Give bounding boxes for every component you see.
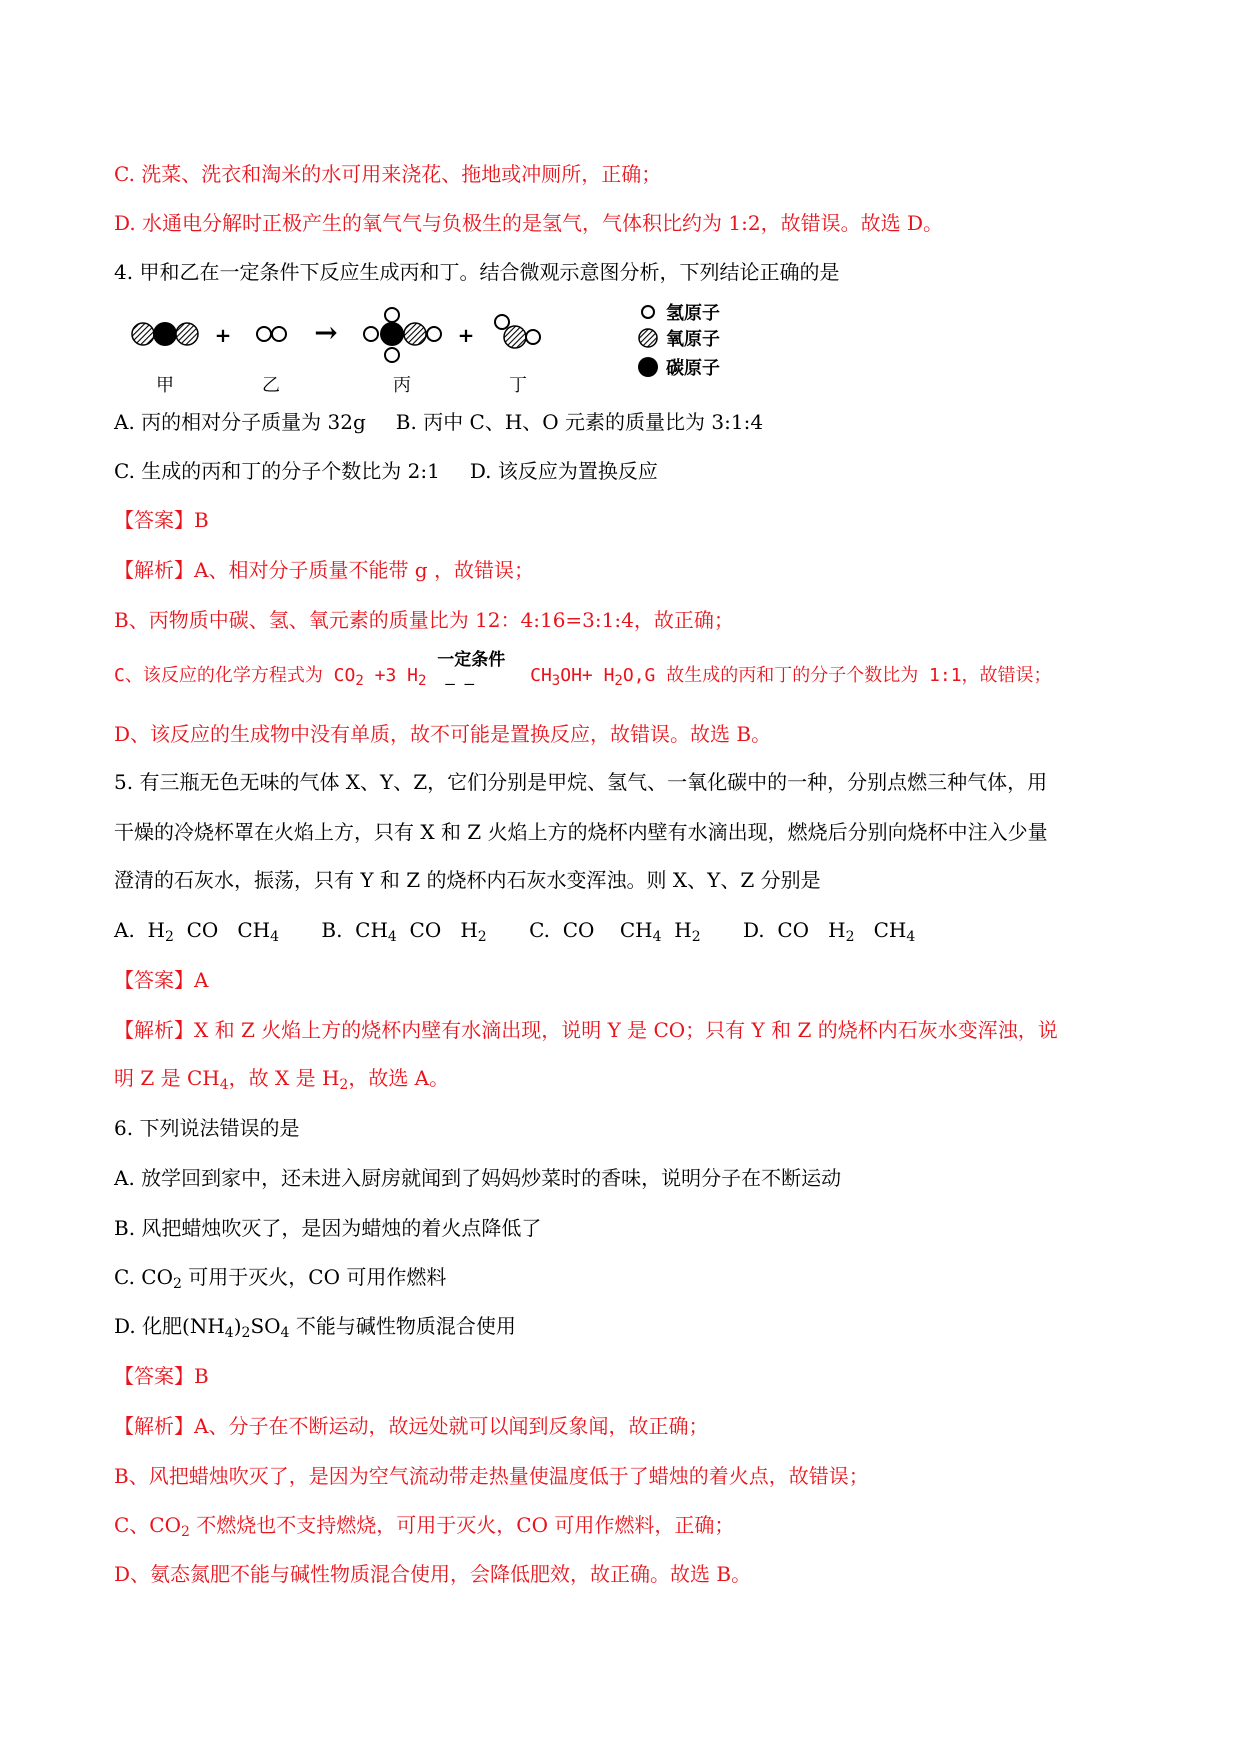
q5-options bbox=[114, 916, 915, 951]
prev-option-c: C. 洗菜、洗衣和淘米的水可用来浇花、拖地或冲厕所，正确； bbox=[114, 162, 662, 186]
q6-option-a: A. 放学回到家中，还未进入厨房就闻到了妈妈炒菜时的香味，说明分子在不断运动 bbox=[114, 1166, 842, 1190]
q5-stem-2: 干燥的冷烧杯罩在火焰上方，只有 X 和 Z 火焰上方的烧杯内壁有水滴出现，燃烧后分别向烧杯中注入少量 bbox=[114, 820, 1048, 844]
q5-stem-3: 澄清的石灰水，振荡，只有 Y 和 Z 的烧杯内石灰水变浑浊。则 X、Y、Z 分别是 bbox=[114, 868, 821, 892]
q4-analysis-equation: C、该反应的化学方程式为 $CO_2 +3$ $H_2$ 一定条件 ‒ ‒ $CH_3OH+ H_2O,G$ 故生成的丙和丁的分子个数比为 1:1，故错误； bbox=[114, 650, 1052, 693]
diagram-legend bbox=[638, 302, 720, 379]
q5-analysis-2: 明 Z 是 $CH_4$，故 X 是 $H_2$，故选 A。 bbox=[114, 1066, 450, 1093]
label-bing: 丙 bbox=[393, 375, 411, 396]
label-yi: 乙 bbox=[262, 375, 280, 396]
q4-option-d: D. 该反应为置换反应 bbox=[469, 459, 658, 483]
legend-oxygen: 氧原子 bbox=[666, 329, 720, 350]
q5-analysis-1: 【解析】X 和 Z 火焰上方的烧杯内壁有水滴出现，说明 Y 是 CO；只有 Y 和 Z 的烧杯内石灰水变浑浊，说 bbox=[114, 1018, 1058, 1042]
q5-stem-1: 5. 有三瓶无色无味的气体 X、Y、Z，它们分别是甲烷、氢气、一氧化碳中的一种，分别点燃三种气体，用 bbox=[114, 770, 1048, 794]
q6-analysis-b: B、风把蜡烛吹灭了，是因为空气流动带走热量使温度低于了蜡烛的着火点，故错误； bbox=[114, 1464, 869, 1488]
prev-option-d: D. 水通电分解时正极产生的氧气气与负极生的是氢气，气体积比约为 1:2，故错误。故选 D。 bbox=[114, 211, 943, 235]
q4-options-ab bbox=[114, 408, 763, 436]
q4-analysis-a: 【解析】A、相对分子质量不能带 g ，故错误； bbox=[114, 558, 534, 582]
q6-stem: 6. 下列说法错误的是 bbox=[114, 1116, 300, 1140]
q5-option-d: D. CO $H_2$ $CH_4$ bbox=[742, 918, 916, 945]
bing-molecule bbox=[364, 308, 441, 362]
q6-option-d: D. 化肥$(NH_4)_2SO_4$ 不能与碱性物质混合使用 bbox=[114, 1314, 516, 1341]
q5-option-a: A. $H_2$ CO $CH_4$ bbox=[114, 918, 280, 945]
q5-option-c: C. CO $CH_4$ $H_2$ bbox=[529, 918, 701, 945]
plus-sign-1: + bbox=[214, 323, 232, 347]
q4-analysis-d: D、该反应的生成物中没有单质，故不可能是置换反应，故错误。故选 B。 bbox=[114, 722, 772, 746]
label-ding: 丁 bbox=[509, 375, 527, 396]
q4-stem: 4. 甲和乙在一定条件下反应生成丙和丁。结合微观示意图分析，下列结论正确的是 bbox=[114, 260, 840, 284]
q6-analysis-a: 【解析】A、分子在不断运动，故远处就可以闻到反象闻，故正确； bbox=[114, 1414, 709, 1438]
q6-analysis-c: C、$CO_2$ 不燃烧也不支持燃烧，可用于灭火，CO 可用作燃料，正确； bbox=[114, 1513, 735, 1540]
q4-options-cd bbox=[114, 457, 658, 485]
q5-option-b: B. $CH_4$ CO $H_2$ bbox=[321, 918, 487, 945]
plus-sign-2: + bbox=[457, 323, 475, 347]
ding-molecule bbox=[495, 315, 540, 348]
q4-analysis-b: B、丙物质中碳、氢、氧元素的质量比为 12：4:16=3:1:4，故正确； bbox=[114, 608, 734, 632]
legend-hydrogen: 氢原子 bbox=[666, 303, 720, 324]
q6-answer: 【答案】B bbox=[114, 1364, 209, 1388]
q6-analysis-d: D、氨态氮肥不能与碱性物质混合使用，会降低肥效，故正确。故选 B。 bbox=[114, 1562, 752, 1586]
q6-option-c: C. $CO_2$ 可用于灭火，CO 可用作燃料 bbox=[114, 1265, 447, 1292]
reaction-condition: 一定条件 ‒ ‒ bbox=[437, 650, 506, 693]
q4-option-b: B. 丙中 C、H、O 元素的质量比为 3:1:4 bbox=[395, 410, 764, 434]
q5-analysis-label: 【解析】 bbox=[114, 1018, 194, 1042]
q4-option-a: A. 丙的相对分子质量为 32g bbox=[114, 410, 366, 434]
q5-answer: 【答案】A bbox=[114, 968, 209, 992]
q4-analysis-label: 【解析】 bbox=[114, 558, 194, 582]
q6-option-b: B. 风把蜡烛吹灭了，是因为蜡烛的着火点降低了 bbox=[114, 1216, 542, 1240]
q4-answer: 【答案】B bbox=[114, 508, 209, 532]
yi-molecule bbox=[257, 327, 286, 341]
arrow-icon: → bbox=[314, 316, 338, 349]
legend-carbon: 碳原子 bbox=[666, 358, 720, 379]
q4-option-c: C. 生成的丙和丁的分子个数比为 2:1 bbox=[114, 459, 440, 483]
q6-analysis-label: 【解析】 bbox=[114, 1414, 194, 1438]
jia-molecule bbox=[132, 322, 198, 346]
q4-molecule-diagram bbox=[128, 300, 748, 400]
label-jia: 甲 bbox=[156, 375, 174, 396]
